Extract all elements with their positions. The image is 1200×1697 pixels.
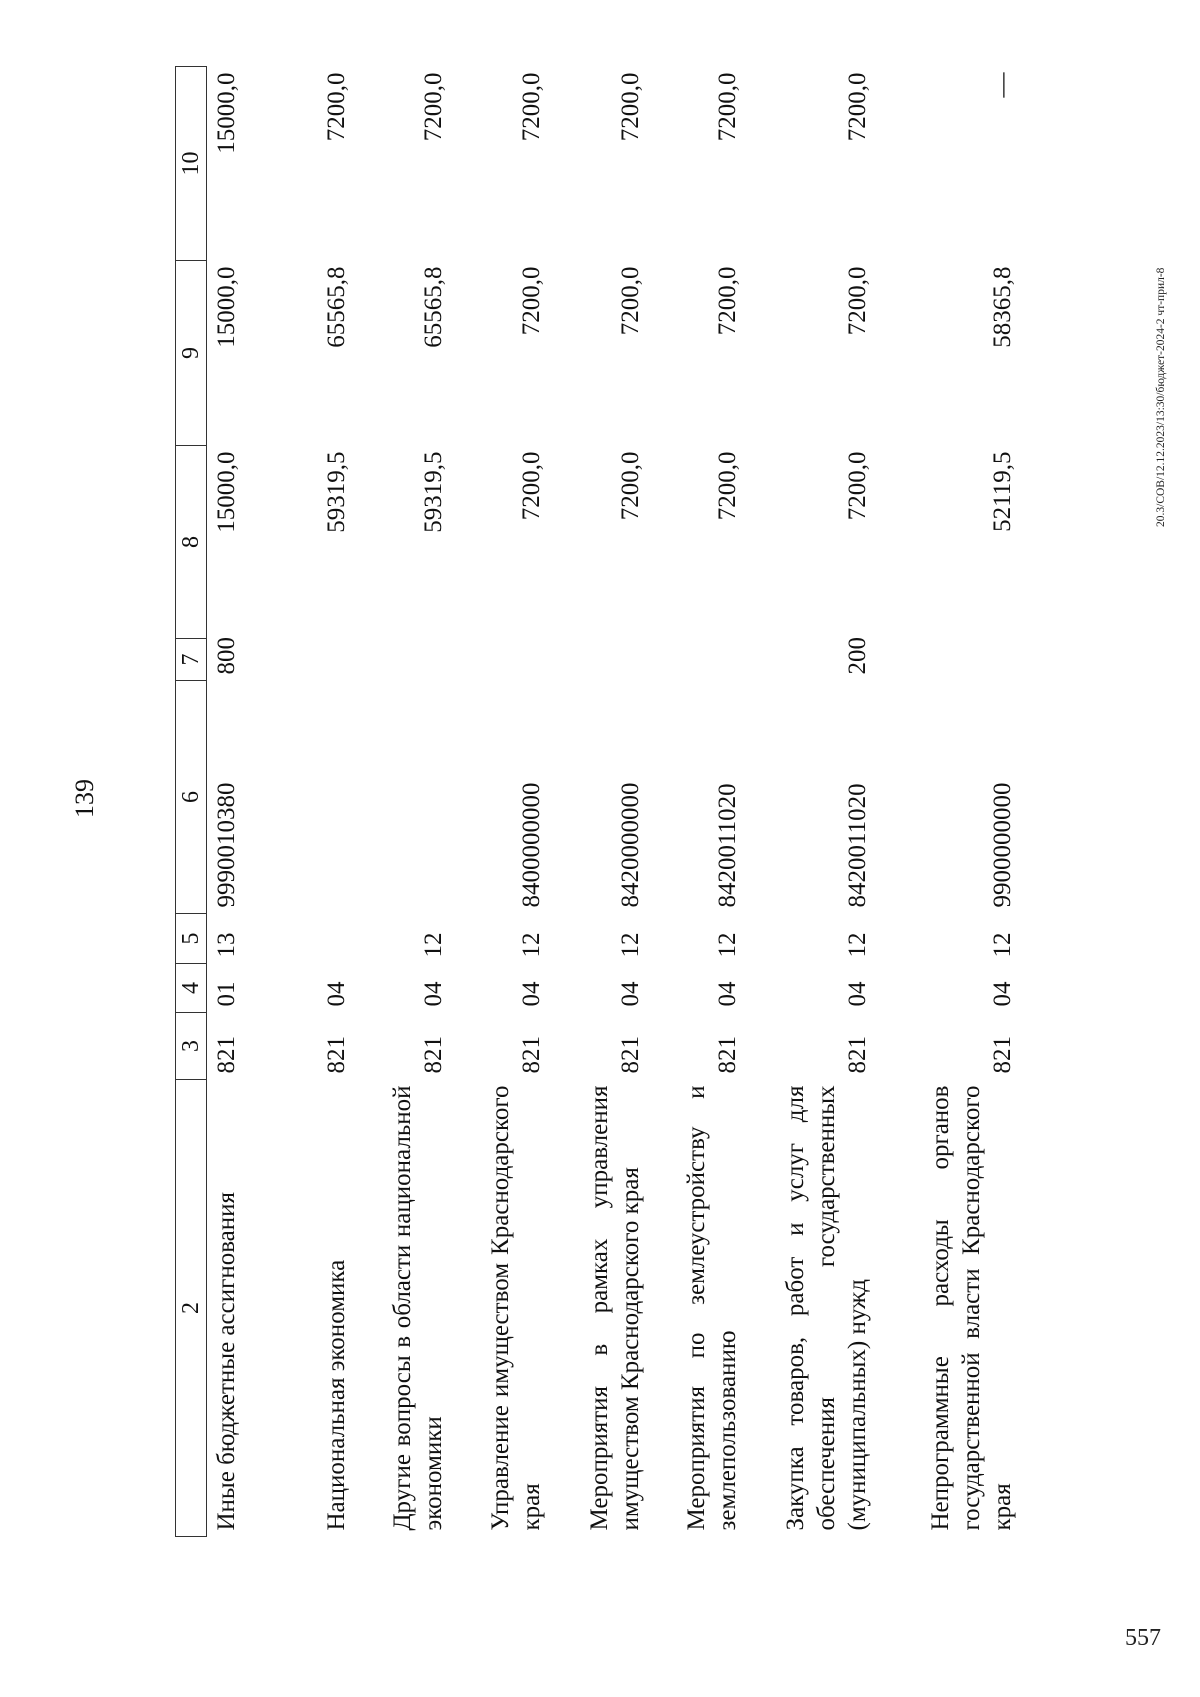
cell-amount-2: 15000,0	[213, 266, 240, 348]
cell-amount-1: 59319,5	[420, 451, 447, 533]
cell-expense-type	[449, 639, 547, 681]
cell-subsection: 12	[518, 932, 545, 958]
cell-amount-3: 7200,0	[323, 72, 350, 142]
cell-expense-type: 800	[213, 637, 240, 675]
cell-amount-3: 7200,0	[420, 72, 447, 142]
header-cell: 8	[176, 446, 207, 639]
row-name: Другие вопросы в области национальной экономики	[388, 1085, 447, 1531]
budget-table	[175, 66, 1018, 1537]
page-number: 139	[70, 779, 99, 818]
cell-section: 01	[213, 981, 240, 1007]
row-name: Мероприятия в рамках управления имуществом Краснодарского края	[585, 1085, 644, 1531]
cell-subsection: 12	[844, 932, 871, 958]
cell-admin: 821	[323, 1036, 350, 1074]
cell-amount-2: 65565,8	[323, 266, 350, 348]
cell-admin: 821	[714, 1036, 741, 1074]
row-name: Закупка товаров, работ и услуг для обеспечения государственных (муниципальных) нужд	[781, 1085, 871, 1531]
cell-admin: 821	[213, 1036, 240, 1074]
table-row	[242, 67, 352, 1537]
header-row	[176, 67, 207, 1537]
cell-section: 04	[714, 981, 741, 1007]
cell-amount-1: 15000,0	[213, 451, 240, 533]
header-cell: 10	[176, 67, 207, 261]
cell-amount-1: 7200,0	[714, 451, 741, 521]
cell-admin: 821	[844, 1036, 871, 1074]
cell-section: 04	[989, 981, 1016, 1007]
cell-expense-type	[352, 639, 449, 681]
cell-target	[242, 681, 352, 914]
cell-target	[352, 681, 449, 914]
cell-amount-3: —	[989, 72, 1016, 98]
table-row	[352, 67, 449, 1537]
header-cell: 7	[176, 639, 207, 681]
cell-amount-3: 15000,0	[213, 72, 240, 154]
cell-admin: 821	[989, 1036, 1016, 1074]
cell-target: 8420011020	[714, 783, 741, 908]
cell-amount-3: 7200,0	[714, 72, 741, 142]
cell-expense-type	[646, 639, 743, 681]
cell-admin: 821	[420, 1036, 447, 1074]
cell-section: 04	[518, 981, 545, 1007]
row-name: Национальная экономика	[323, 1259, 350, 1531]
file-path-footer: 20.3/СОВ/12.12.2023/13:30/бюджет-2024-2 чт-прил-8	[1155, 267, 1167, 527]
cell-section: 04	[323, 981, 350, 1007]
cell-target: 8420011020	[844, 783, 871, 908]
header-cell: 5	[176, 914, 207, 964]
table-row	[449, 67, 547, 1537]
cell-amount-1: 7200,0	[617, 451, 644, 521]
header-cell: 9	[176, 261, 207, 446]
cell-amount-3: 7200,0	[844, 72, 871, 142]
row-name: Мероприятия по землеустройству и землепользованию	[682, 1085, 741, 1531]
cell-amount-1: 7200,0	[518, 451, 545, 521]
cell-amount-1: 59319,5	[323, 451, 350, 533]
cell-section: 04	[420, 981, 447, 1007]
cell-subsection: 13	[213, 932, 240, 958]
header-cell: 3	[176, 1013, 207, 1080]
cell-expense-type	[873, 639, 1018, 681]
cell-amount-3: 7200,0	[617, 72, 644, 142]
table-row	[646, 67, 743, 1537]
cell-target: 9900000000	[989, 782, 1016, 908]
cell-target: 8420000000	[617, 782, 644, 908]
header-cell: 2	[176, 1080, 207, 1537]
cell-target: 8400000000	[518, 782, 545, 908]
cell-section: 04	[617, 981, 644, 1007]
cell-subsection: 12	[420, 932, 447, 958]
cell-amount-2: 58365,8	[989, 266, 1016, 348]
cell-admin: 821	[518, 1036, 545, 1074]
cell-section: 04	[844, 981, 871, 1007]
cell-subsection: 12	[714, 932, 741, 958]
row-name: Непрограммные расходы органов государственной власти Краснодарского края	[926, 1085, 1016, 1531]
cell-amount-3: 7200,0	[518, 72, 545, 142]
row-name: Управление имуществом Краснодарского края	[486, 1085, 545, 1531]
table-row	[547, 67, 646, 1537]
cell-admin: 821	[617, 1036, 644, 1074]
row-name: Иные бюджетные ассигнования	[213, 1191, 240, 1531]
cell-expense-type	[547, 639, 646, 681]
header-cell: 6	[176, 681, 207, 914]
cell-subsection: 12	[989, 932, 1016, 958]
header-cell: 4	[176, 964, 207, 1013]
cell-amount-2: 7200,0	[714, 266, 741, 336]
cell-amount-2: 7200,0	[844, 266, 871, 336]
cell-amount-1: 52119,5	[989, 451, 1016, 532]
cell-amount-2: 65565,8	[420, 266, 447, 348]
table-row	[207, 67, 243, 1537]
cell-subsection: 12	[617, 932, 644, 958]
sheet-number: 557	[1125, 1625, 1161, 1651]
cell-amount-1: 7200,0	[844, 451, 871, 521]
cell-subsection	[242, 914, 352, 964]
table-row	[743, 67, 873, 1537]
table-row	[873, 67, 1018, 1537]
cell-amount-2: 7200,0	[617, 266, 644, 336]
cell-amount-2: 7200,0	[518, 266, 545, 336]
cell-target: 9990010380	[213, 782, 240, 908]
cell-expense-type: 200	[844, 637, 871, 675]
cell-expense-type	[242, 639, 352, 681]
